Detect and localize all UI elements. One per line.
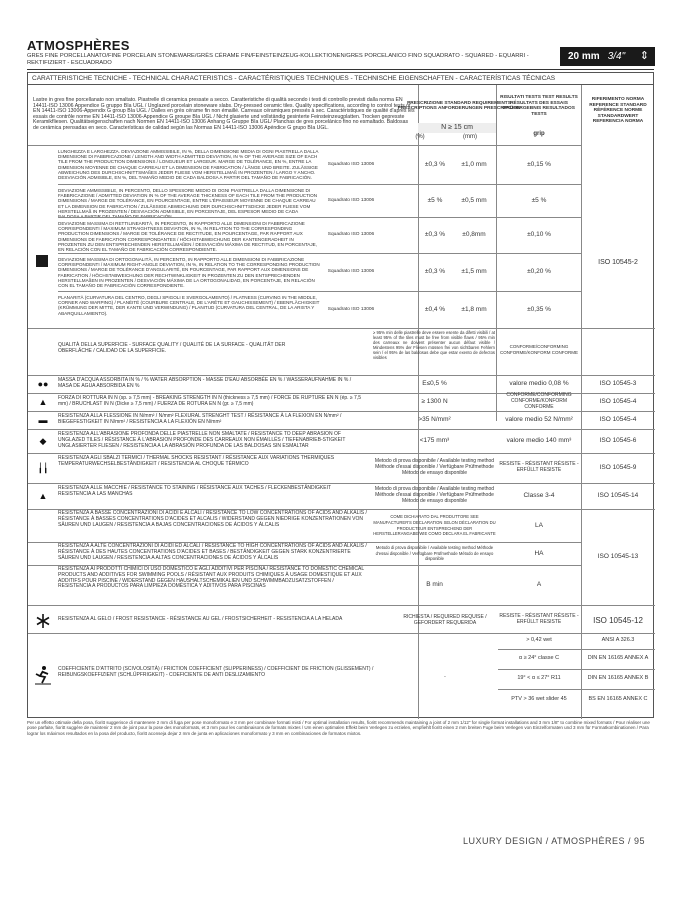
pct-header: (%) <box>415 134 425 141</box>
dim-result-3: ±0,20 % <box>527 268 551 276</box>
friction-result-2: 19° < α ≤ 27° R11 <box>517 675 561 682</box>
tech-table <box>27 72 654 718</box>
chem-result-0: LA <box>535 521 543 529</box>
intro-text: Lastre in gres fine porcellanato non smaltato. Piastrelle di ceramica pressate a secco. Caratteristiche di qualità secondo i testi di controllo previsti dalla norma EN 14411-ISO 13006 Appendice G gruppo BIa UGL / Unglazed porcelain stoneware slabs. Dry-pressed ceramic tiles. Quality specifications, according to control tests of EN 14411-ISO 13006-Appendix G group BIa UGL / Dalles en grès cérame fin non émaillé. Carreaux céramiques pressés à sec. Caractéristiques de qualité d'après les essais de contrôle norme EN 14411-ISO 13006-Appendice G groupe BIa UGL / Nicht glasierte und vollständig gesinterte Feinsteinzeugplatten. Trocken gepresste Keramikfliesen. Qualitätseigenschaften nach Normen EN 14411-ISO 13006 Anhang G Gruppe BIa UGL/ Planchas de gres porcelánico fino no esmaltado. Baldosas de cerámica prensadas en seco. Características de calidad según las Normas EN 14411-ISO 13006 Apéndice G grupo BIa UGL. <box>33 97 415 131</box>
grip-header: grip <box>533 131 545 138</box>
chem-result-1: HA <box>534 549 544 557</box>
thickness-arrow-icon: ⇕ <box>639 50 649 62</box>
row-ref-3: ISO 10545-6 <box>599 437 637 445</box>
page-title: ATMOSPHÈRES <box>27 38 130 53</box>
friction-ref-2: DIN EN 16165 ANNEX B <box>587 675 649 682</box>
dim-method-3: Squadrato ISO 13006 <box>327 269 375 275</box>
dim-result-2: ±0,10 % <box>527 231 551 239</box>
dim-pct-3: ±0,3 % <box>424 268 446 276</box>
frost-result: RESISTE - RÉSISTANT RÉSISTE - ERFÜLLT RESISTE <box>499 613 579 625</box>
friction-result-0: > 0,42 wet <box>526 637 552 644</box>
row-desc-4: RESISTENZA AGLI SBALZI TERMICI / THERMAL SHOCKS RESISTANT / RÉSISTANCE AUX VARIATIONS THERMIQUES TEMPERATURWECHSELBESTÄNDIGKEIT / RESISTENCIA AL CHOQUE TÉRMICO <box>58 455 335 467</box>
dim-result-0: ±0,15 % <box>527 160 551 168</box>
row-ref-0: ISO 10545-3 <box>599 380 637 388</box>
row-result-5: Classe 3-4 <box>523 492 555 500</box>
dim-mm-1: ±0,5 mm <box>461 196 487 204</box>
dim-result-4: ±0,35 % <box>527 305 551 313</box>
row-ref-5: ISO 10545-14 <box>597 492 639 500</box>
row-result-0: valore medio 0,08 % <box>509 380 569 388</box>
title-rule <box>27 69 654 70</box>
friction-ref-0: ANSI A 326.3 <box>601 637 635 644</box>
row-result-1: CONFORME/CONFORMING CONFORME/KONFORM CONFORME <box>506 392 572 410</box>
chem-req-2: B min <box>426 581 443 589</box>
row-result-4: RESISTE - RÉSISTANT RÉSISTE - ERFÜLLT RESISTE <box>499 461 579 473</box>
thickness-inch: 3/4" <box>607 51 626 62</box>
dim-desc-4: PLANARITÀ (CURVATURA DEL CENTRO, DEGLI SPIGOLI E SVERGOLAMENTO) / FLATNESS (CURVING IN THE MIDDLE, CORNER AND WARPING) / PLANÉITÉ (COURBURE CENTRALE, DE L'ARÊTE ET GAUCHISSEMENT) / EBENFLÄCHIGKEIT (KRÜMMUNG DER MITTE, DER KANTE UND VERWINDUNG) / PLANITUD (CURVATURA DEL CENTRAL, DE LA ARISTA Y ABARQUILLAMIENTO). <box>58 295 320 316</box>
friction-result-1: α ≥ 24° classe C <box>518 655 560 662</box>
friction-ref-3: BS EN 16165 ANNEX C <box>588 696 648 703</box>
dim-desc-1: DEVIAZIONE AMMISSIBILE, IN PERCENTO, DELLO SPESSORE MEDIO DI OGNI PIASTRELLA DALLA DIMENSIONE DI FABBRICAZIONE / ADMITTED DEVIATION IN % OF THE AVERAGE THICKNESS OF EACH TILE FROM THE PRODUCTION DIMENSIONS / MARGE DE TOLÉRANCE, EN POURCENTAGE, ENTRE L'ÉPAISSEUR MOYENNE DE CHAQUE CARREAU ET LA DIMENSION DE FABRICATION / ZULÄSSIGE ABWEICHUNG DER DURCHSCHNITTSDICKE JEDER FLIESE VOM HERSTELLMAß IN PROZENTEN / DESVIACIÓN ADMISIBLE, EN PORCENTAJE, DEL ESPESOR MEDIO DE CADA BALDOSA A PARTIR DEL TAMAÑO DE FABRICACIÓN. <box>58 188 318 220</box>
row-req-0: E≤0,5 % <box>422 380 447 388</box>
row-ref-2: ISO 10545-4 <box>599 416 637 424</box>
row-ref-4: ISO 10545-9 <box>599 464 637 472</box>
friction-desc: COEFFICIENTE D'ATTRITO (SCIVOLOSITÀ) / FRICTION COEFFICIENT (SLIPPERINESS) / COEFFICIENT DE FRICTION (GLISSEMENT) / REIBUNGSKOEFFIZIENT (SCHLÜPFRIGKEIT) - COEFICIENTE DE ANTI DESLIZAMIENTO <box>58 666 374 678</box>
abrasion-icon: ◆ <box>39 435 47 446</box>
size-condition: N ≥ 15 cm <box>418 123 496 133</box>
surface-desc: QUALITÀ DELLA SUPERFICIE - SURFACE QUALITY / QUALITÉ DE LA SURFACE - QUALITÄT DER OBERFLÄCHE / CALIDAD DE LA SUPERFICIE. <box>58 342 286 354</box>
dim-pct-4: ±0,4 % <box>424 305 446 313</box>
collection-subtitle: GRES FINE PORCELLANATO/FINE PORCELAIN STONEWARE/GRÈS CÉRAME FIN/FEINSTEINZEUG-KOLLEKTIONEN/GRES PORCELANICO FINO SQUADRATO - SQUARED - EQUARRI - REKTIFIZIERT - ESCUADRADO <box>27 53 529 66</box>
chem-result-2: A <box>536 581 542 589</box>
slip-person-icon <box>31 663 55 687</box>
chem-req-1: Metodo di prova disponibile / Available testing method Méthode d'essai disponible / Verfügbare Prüfmethode Método de ensayo disponible <box>375 544 494 562</box>
row-desc-3: RESISTENZA ALL'ABRASIONE PROFONDA DELLE PIASTRELLE NON SMALTATE / RESISTANCE TO DEEP ABRASION OF UNGLAZED TILES / RÉSISTANCE À L'ABRASION PROFONDE DES CARREAUX NON ÉMAILLÉS / TIEFENABRIEB-STIGKEIT UNGLASIERTER FLIESEN / RESISTENCIA A LA ABRASIÓN PROFUNDA DE LAS BALDOSAS SIN ESMALTAR <box>58 431 346 449</box>
row-req-4: Metodo di prova disponibile / Available testing method Méthode d'essai disponible / Verfügbare Prüfmethode Método de ensayo disponible <box>374 458 495 476</box>
installation-note: Per un effetto ottimale della posa, fioritt suggerisce di mantenere 2 mm di fuga per pose monoformato e 3 mm per combinare formati misti / For optimal installation results, fioritt recommends maintaining a joint of 2 mm 1/12" for single format installations and 3 mm 1/8" to combine mixed formats / Pour réaliser une pose parfaite, fioritt suggère de maintenir 2 mm de joint pour la pose des monoformats, et 3 mm pour les combinaisons de formats mixtes / Um einen optimalen Effekt beim Verlegen zu erzielen, empfiehlt fioritt einen 2 mm breiten Fuge beim Verlegen von Einzelformaten und 3 mm für Formatkombinationen / Para lograr los máximos resultados en la posa del producto, fioritt aconseja dejar 2 mm de junta en aplicaciones monoformato y 3 mm en combinaciones de formatos mixtos. <box>27 720 650 736</box>
row-ref-1: ISO 10545-4 <box>599 398 637 406</box>
dim-result-1: ±5 % <box>531 196 547 204</box>
thermal-shock-icon: ╽╽ <box>37 462 49 473</box>
dim-method-1: Squadrato ISO 13006 <box>327 197 375 203</box>
friction-result-3: PTV > 36 wet slider 45 <box>511 696 567 703</box>
snowflake-icon <box>31 611 55 631</box>
thickness-badge <box>560 47 655 66</box>
frost-reference: ISO 10545-12 <box>593 616 643 626</box>
row-result-3: valore medio 140 mm³ <box>506 437 572 445</box>
table-header: CARATTERISTICHE TECNICHE - TECHNICAL CHARACTERISTICS - CARACTÉRISTIQUES TECHNIQUES - TECHNISCHE EIGENSCHAFTEN - CARACTERÍSTICAS TÉCNICAS <box>28 73 653 85</box>
row-req-1: ≥ 1300 N <box>421 398 448 406</box>
dim-pct-2: ±0,3 % <box>424 231 446 239</box>
dim-mm-2: ±0,8mm <box>462 231 486 239</box>
dim-pct-0: ±0,3 % <box>424 160 446 168</box>
row-req-5: Metodo di prova disponibile / Available testing method Méthode d'essai disponible / Verfügbare Prüfmethode Método de ensayo disponible <box>374 486 495 504</box>
chem-reference: ISO 10545-13 <box>597 553 639 561</box>
dim-desc-3: DEVIAZIONE MASSIMA DI ORTOGONALITÀ, IN PERCENTO, IN RAPPORTO ALLE DIMENSIONI DI FABBRICAZIONE CORRISPONDENTI / MAXIMUM RIGHT-ANGLE DEVIATION, IN %, IN RELATION TO THE CORRESPONDING PRODUCTION DIMENSIONS / MARGE DE TOLÉRANCE D'ANGULARITÉ, EN POURCENTAGE, PAR RAPPORT AUX DIMENSIONS DE FABRICATION / HÖCHSTABWEICHUNG DER RECHTWINKLIGKEIT IN PROZENTEN ZU DEN ENTSPRECHENDEN HERSTELLMAßEN IN PROZENTEN / DESVIACIÓN MÁXIMA DE LA ORTOGONALIDAD, EN PORCENTAJE, EN RELACIÓN CON EL TAMAÑO DE FABRICACIÓN CORRESPONDIENTE. <box>58 257 320 289</box>
row-desc-1: FORZA DI ROTTURA IN N (sp. ≥ 7,5 mm) - BREAKING STRENGTH IN N (thickness ≥ 7,5 mm) / FORCE DE RUPTURE EN N (ép. ≥ 7,5 mm) / BRUCHLAST IN N (Dicke ≥ 7,5 mm) / FUERZA DE ROTURA EN N (gr. ≥ 7,5 mm) <box>58 395 361 407</box>
dim-method-2: Squadrato ISO 13006 <box>327 232 375 238</box>
stain-icon: ▲ <box>38 491 48 501</box>
dim-mm-3: ±1,5 mm <box>461 268 487 276</box>
dim-pct-1: ±5 % <box>427 196 443 204</box>
page-footer: LUXURY DESIGN / ATMOSPHÈRES / 95 <box>463 836 646 846</box>
row-desc-2: RESISTENZA ALLA FLESSIONE IN N/mm² / N/mm² FLEXURAL STRENGHT TEST / RÉSISTANCE À LA FLEXION EN N/mm² / BIEGEFESTIGKEIT IN N/mm² / RESISTENCIA A LA FLEXIÓN EN N/mm² <box>58 413 342 425</box>
frost-requirement: RICHIESTA / REQUIRED REQUISE / GEFORDERT REQUERIDA <box>403 614 487 626</box>
reference-header: RIFERIMENTO NORMA REFERENCE STANDARD RÉFÉRENCE NORME STANDARDWERT REFERENCIA NORMA <box>589 97 647 125</box>
row-req-2: >35 N/mm² <box>418 416 451 424</box>
friction-ref-1: DIN EN 16165 ANNEX A <box>587 655 649 662</box>
mm-header: (mm) <box>463 134 477 141</box>
water-drops-icon: ●● <box>37 379 49 389</box>
dim-mm-0: ±1,0 mm <box>461 160 487 168</box>
chem-desc-2: RESISTENZA AI PRODOTTI CHIMICI DI USO DOMESTICO E AGLI ADDITIVI PER PISCINA / RESISTANCE TO DOMESTIC CHEMICAL PRODUCTS AND ADDITIVES FOR SWIMMING POOLS / RÉSISTANT AUX PRODUITS CHIMIQUES À USAGE DOMESTIQUE ET AUX ADDITIFS POUR PISCINE / WIDERSTAND GEGEN HAUSHALTSCHEMIKALIEN UND SCHWIMMBADZUSATZSTOFFEN / RESISTENCIA A PRODUCTOS PARA LIMPIEZA DOMÉSTICA Y ADITIVOS PARA PISCINAS <box>58 566 364 590</box>
chem-req-0: COME DICHIARATO DAL PRODUTTORE SEE MANUFACTURER'S DECLARATION SELON DÉCLARATION DU PRODUCTEUR ENTSPRECHEND DER HERSTELLERANGABE/WIE COMO DECLARA EL FABRICANTE <box>373 513 496 537</box>
row-result-2: valore medio 52 N/mm² <box>505 416 573 424</box>
flexural-strength-icon: ▬ <box>38 415 48 425</box>
row-desc-5: RESISTENZA ALLE MACCHIE / RESISTANCE TO STAINING / RÉSISTANCE AUX TACHES / FLECKENBESTÄNDIGKEIT RESISTENCIA A LAS MANCHAS <box>58 485 331 497</box>
row-req-3: <175 mm³ <box>419 437 450 445</box>
row-desc-0: MASSA D'ACQUA ASSORBITA IN % / % WATER ABSORPTION - MASSE D'EAU ABSORBÉE EN % / WASSERAUFNAHME IN % / MASA DE AGUA ABSORBIDA EN % <box>58 377 352 389</box>
friction-requirement: - <box>444 674 446 681</box>
prescription-header: PRESCRIZIONE STANDARD REQUIREMENTS PRESCRIPTIONS ANFORDERUNGEN PRESCRIPCION <box>397 100 521 111</box>
dim-method-4: Squadrato ISO 13006 <box>327 306 375 312</box>
chem-desc-1: RESISTENZA A ALTE CONCENTRAZIONI DI ACIDI ED ALCALI / RESISTANCE TO HIGH CONCENTRATIONS OF ACIDS AND ALKALIS / RÉSISTANCE À DES HAUTES CONCENTRATIONS D'ACIDES ET BASES / BESTÄNDIGKEIT GEGEN STARK KONZENTRIERTE SÄUREN UND LAUGEN / RESISTENCIA A ALTAS CONCENTRACIONES DE ÁCIDOS Y ÁLCALIS <box>58 543 367 561</box>
dim-method-0: Squadrato ISO 13006 <box>327 161 375 167</box>
surface-requirement: ≥ 95% min delle piastrelle deve essere esente da difetti visibili / at least 95% of the tiles must be free from visible flaws / 95% min des carreaux ne doivent présenter aucun défaut visible / Mindestens 95% der Fliesen müssen frei von sichtbaren Fehlern sein / el 95% de las baldosas debe que estar exento de defectos visibles <box>373 330 495 360</box>
results-header: RISULTATI TESTS TEST RESULTS RÉSULTATS DES ESSAIS PRÜFERGEBNIS RESULTADOS TESTS <box>500 95 578 117</box>
chem-desc-0: RESISTENZA A BASSE CONCENTRAZIONI DI ACIDI E ALCALI / RESISTANCE TO LOW CONCENTRATIONS OF ACIDS AND ALKALIS / RÉSISTANCE À BASSES CONCENTRATIONS D'ACIDES ET ALCALIS / WIDERSTAND GEGEN NIEDRIGE KONZENTRATIONEN VON SÄUREN UND LAUGEN / RESISTENCIA A BAJAS CONCENTRACIONES DE ÁCIDOS Y ÁLCALIS <box>58 510 367 528</box>
dims-reference: ISO 10545-2 <box>598 259 638 267</box>
dim-desc-2: DEVIAZIONE MASSIMA DI RETTILINEARITÀ, IN PERCENTO, IN RAPPORTO ALLE DIMENSIONI DI FABBRICAZIONE CORRISPONDENTI / MAXIMUM STRAIGHTNESS DEVIATION, IN %, IN RELATION TO THE CORRESPONDING PRODUCTION DIMENSIONS / MARGE DE TOLÉRANCE DE RECTITUDE, EN POURCENTAGE, PAR RAPPORT AUX DIMENSIONS DE FABRICATION CORRESPONDANTES / HÖCHSTABWEICHUNG DER KANTENGERADHEIT IN PROZENTEN ZU DEN ENTSPRECHENDEN HERSTELLMAßEN / DESVIACIÓN MÁXIMA DE RECTITUD, EN PORCENTAJE, EN RELACIÓN CON EL TAMAÑO DE FABRICACIÓN CORRESPONDIENTE. <box>58 221 317 253</box>
dim-mm-4: ±1,8 mm <box>461 305 487 313</box>
surface-result: CONFORME/CONFORMING CONFORME/KONFORM CONFORME <box>500 344 578 355</box>
breaking-strength-icon: ▲ <box>38 397 48 407</box>
thickness-mm: 20 mm <box>568 51 600 62</box>
tile-square-icon <box>36 255 48 267</box>
frost-desc: RESISTENZA AL GELO / FROST RESISTANCE - RÉSISTANCE AU GEL / FROSTSICHERHEIT - RESISTENCIA A LA HELADA <box>58 616 343 622</box>
dim-desc-0: LUNGHEZZA E LARGHEZZA. DEVIAZIONE AMMISSIBILE, IN %, DELLA DIMENSIONE MEDIA DI OGNI PIASTRELLA DALLA DIMENSIONE DI FABBRICAZIONE / LENGTH AND WIDTH ADMITTED DEVIATION, IN % OF THE AVERAGE SIZE OF EACH TILE FROM THE PRODUCTION DIMENSIONS / LONGUEUR ET LARGEUR. MARGE DE TOLÉRANCE, EN %, ENTRE LA DIMENSION MOYENNE DE CHAQUE CARREAU ET LA DIMENSION DE FABRICATION / LÄNGE UND BREITE. ZULÄSSIGE ABWEICHUNG DES DURCHSCHNITTSMAßES JEDER FLIESE VOM HERSTELLMAß IN PROZENTEN / LARGO Y ANCHO. DESVIACIÓN ADMISIBLE, EN %, DEL TAMAÑO MEDIO DE CADA BALDOSA A PARTIR DEL TAMAÑO DE FABRICACIÓN. <box>58 149 319 181</box>
